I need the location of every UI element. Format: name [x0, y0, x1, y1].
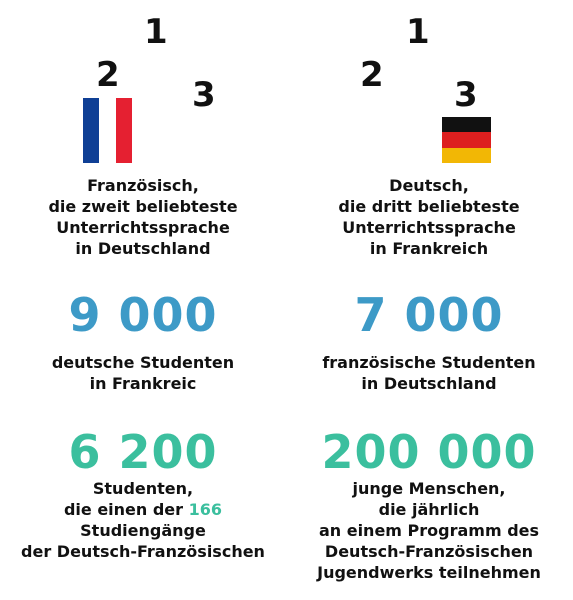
french-language-rank-text: Französisch, die zweit beliebteste Unterrichtssprache in Deutschland — [48, 176, 238, 258]
youth-participants-text: junge Menschen, die jährlich an einem Programm des Deutsch-Französischen Jugendwerks teilnehmen — [317, 479, 541, 582]
youth-participants-count: 200 000 — [321, 425, 537, 479]
rank-1-label: 1 — [406, 12, 430, 52]
rank-2-label: 2 — [96, 55, 120, 95]
french-students-text: französische Studenten in Deutschland — [322, 353, 536, 393]
german-students-count: 9 000 — [68, 288, 218, 342]
france-flag-icon — [83, 98, 132, 163]
germany-flag-icon — [442, 117, 491, 163]
programs-line-4: der Deutsch-Französischen — [21, 542, 265, 561]
students-programs-text — [0, 478, 286, 562]
german-language-rank-text: Deutsch, die dritt beliebteste Unterrichtssprache in Frankreich — [338, 176, 520, 258]
programs-line-2 — [0, 499, 286, 520]
german-students-text: deutsche Studenten in Frankreic — [51, 353, 235, 393]
programs-line-1: Studenten, — [92, 479, 194, 498]
rank-2-label: 2 — [360, 55, 384, 95]
france-column — [0, 0, 286, 600]
french-students-count: 7 000 — [354, 288, 504, 342]
rank-3-label: 3 — [454, 75, 478, 115]
programs-count-highlight: 166 — [188, 500, 223, 519]
rank-1-label: 1 — [144, 12, 168, 52]
students-programs-count: 6 200 — [68, 425, 218, 479]
programs-line-3: Studiengänge — [80, 521, 206, 540]
programs-line-2-prefix: die einen der — [63, 500, 189, 519]
rank-3-label: 3 — [192, 75, 216, 115]
germany-column — [286, 0, 572, 600]
